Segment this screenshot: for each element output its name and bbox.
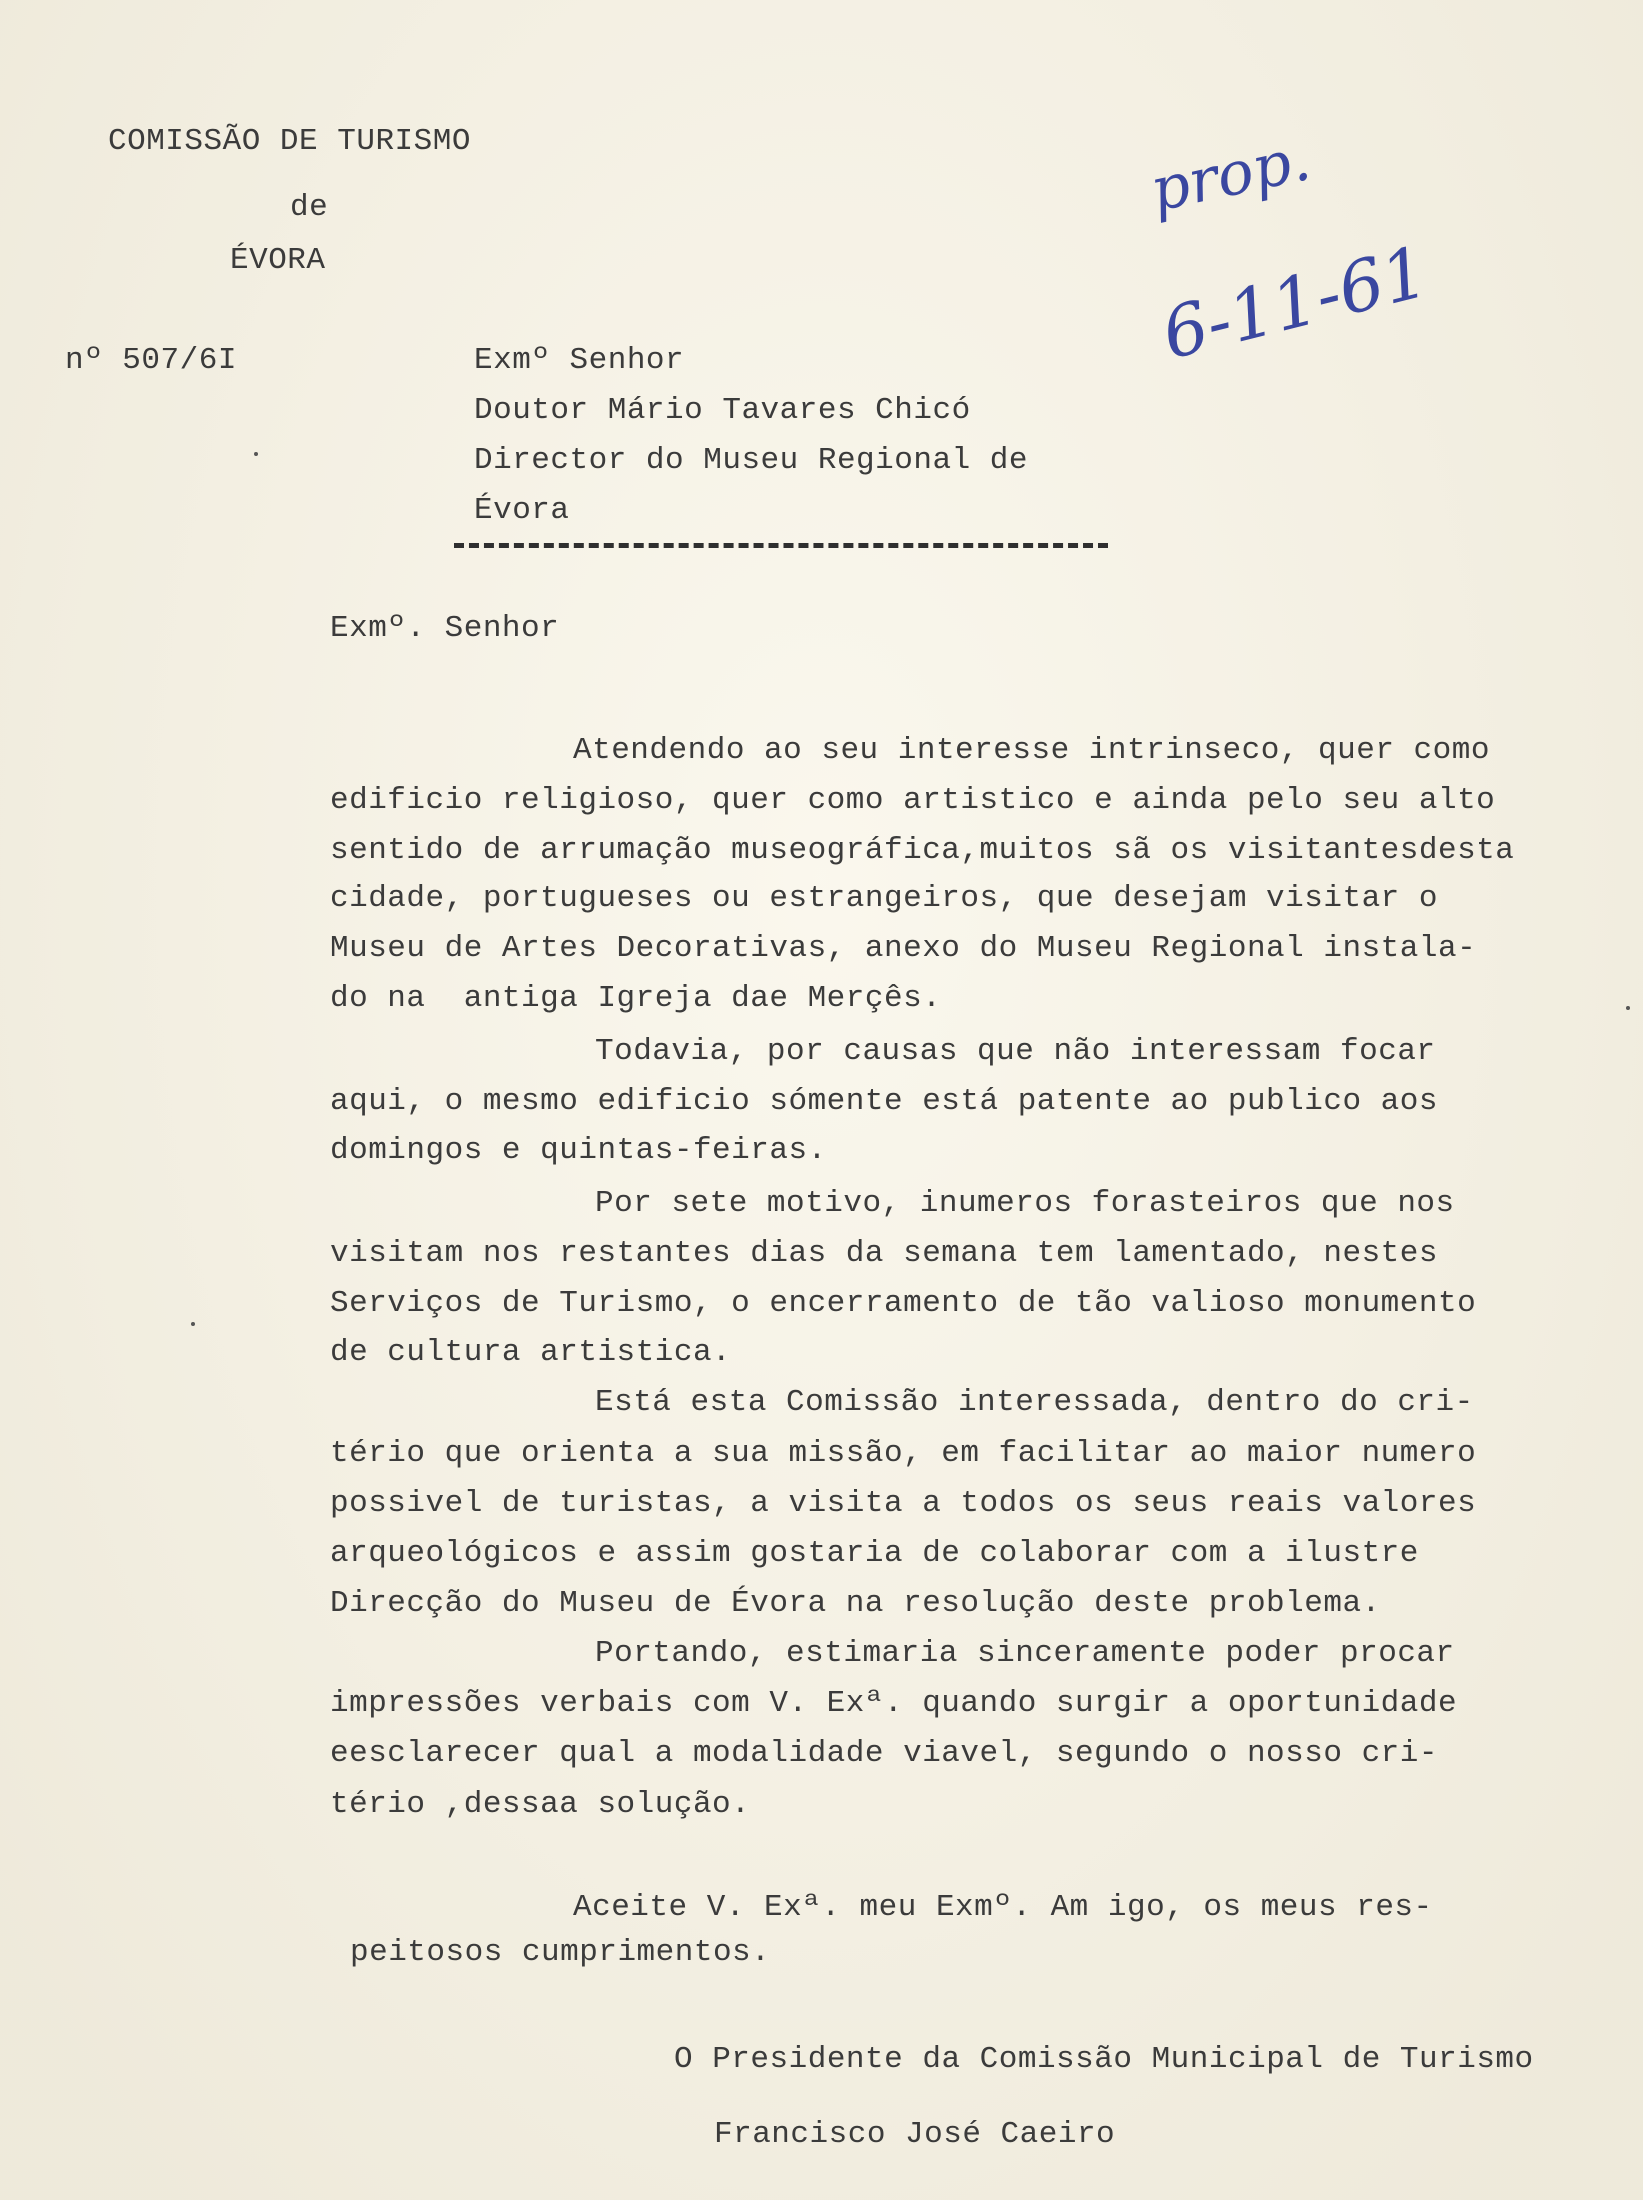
salutation: Exmº. Senhor <box>330 611 560 646</box>
body-line: possivel de turistas, a visita a todos os seus reais valores <box>330 1486 1477 1521</box>
paper-speck <box>191 1322 195 1326</box>
body-line: impressões verbais com V. Exª. quando surgir a oportunidade <box>330 1686 1458 1721</box>
body-line: visitam nos restantes dias da semana tem lamentado, nestes <box>330 1236 1438 1271</box>
closing-line: Aceite V. Exª. meu Exmº. Am igo, os meus res- <box>573 1890 1433 1925</box>
addressee-line: Évora <box>474 493 570 528</box>
body-line: arqueológicos e assim gostaria de colaborar com a ilustre <box>330 1536 1419 1571</box>
addressee-line: Doutor Mário Tavares Chicó <box>474 393 971 428</box>
body-line: Portando, estimaria sinceramente poder procar <box>595 1636 1455 1671</box>
paper-speck <box>1626 1006 1630 1010</box>
body-line: Direcção do Museu de Évora na resolução deste problema. <box>330 1586 1381 1621</box>
handwritten-note: prop. <box>1144 124 1317 226</box>
body-line: cidade, portugueses ou estrangeiros, que desejam visitar o <box>330 881 1438 916</box>
body-line: domingos e quintas-feiras. <box>330 1133 827 1168</box>
signatory-title: O Presidente da Comissão Municipal de Turismo <box>674 2042 1534 2077</box>
body-line: Serviços de Turismo, o encerramento de tão valioso monumento <box>330 1286 1477 1321</box>
signatory-name: Francisco José Caeiro <box>714 2117 1116 2152</box>
body-line: Todavia, por causas que não interessam focar <box>595 1034 1436 1069</box>
body-line: sentido de arrumação museográfica,muitos sã os visitantesdesta <box>330 833 1515 868</box>
body-line: Por sete motivo, inumeros forasteiros que nos <box>595 1186 1455 1221</box>
body-line: tério ,dessaa solução. <box>330 1787 751 1822</box>
body-line: Está esta Comissão interessada, dentro do cri- <box>595 1385 1474 1420</box>
body-line: aqui, o mesmo edificio sómente está patente ao publico aos <box>330 1084 1438 1119</box>
org-city: ÉVORA <box>230 243 326 278</box>
body-line: de cultura artistica. <box>330 1335 732 1370</box>
body-line: Museu de Artes Decorativas, anexo do Museu Regional instala- <box>330 931 1477 966</box>
reference-number: nº 507/6I <box>65 343 237 378</box>
body-line: eesclarecer qual a modalidade viavel, segundo o nosso cri- <box>330 1736 1438 1771</box>
org-name: COMISSÃO DE TURISMO <box>108 124 471 159</box>
paper-speck <box>254 452 258 456</box>
dashed-divider <box>454 543 1108 548</box>
body-line: tério que orienta a sua missão, em facilitar ao maior numero <box>330 1436 1477 1471</box>
handwritten-date: 6-11-61 <box>1154 230 1436 376</box>
addressee-line: Exmº Senhor <box>474 343 685 378</box>
addressee-line: Director do Museu Regional de <box>474 443 1028 478</box>
closing-line: peitosos cumprimentos. <box>350 1935 771 1970</box>
body-line: edificio religioso, quer como artistico e ainda pelo seu alto <box>330 783 1496 818</box>
org-connector: de <box>290 190 329 225</box>
body-line: Atendendo ao seu interesse intrinseco, quer como <box>573 733 1490 768</box>
body-line: do na antiga Igreja dae Merçês. <box>330 981 942 1016</box>
